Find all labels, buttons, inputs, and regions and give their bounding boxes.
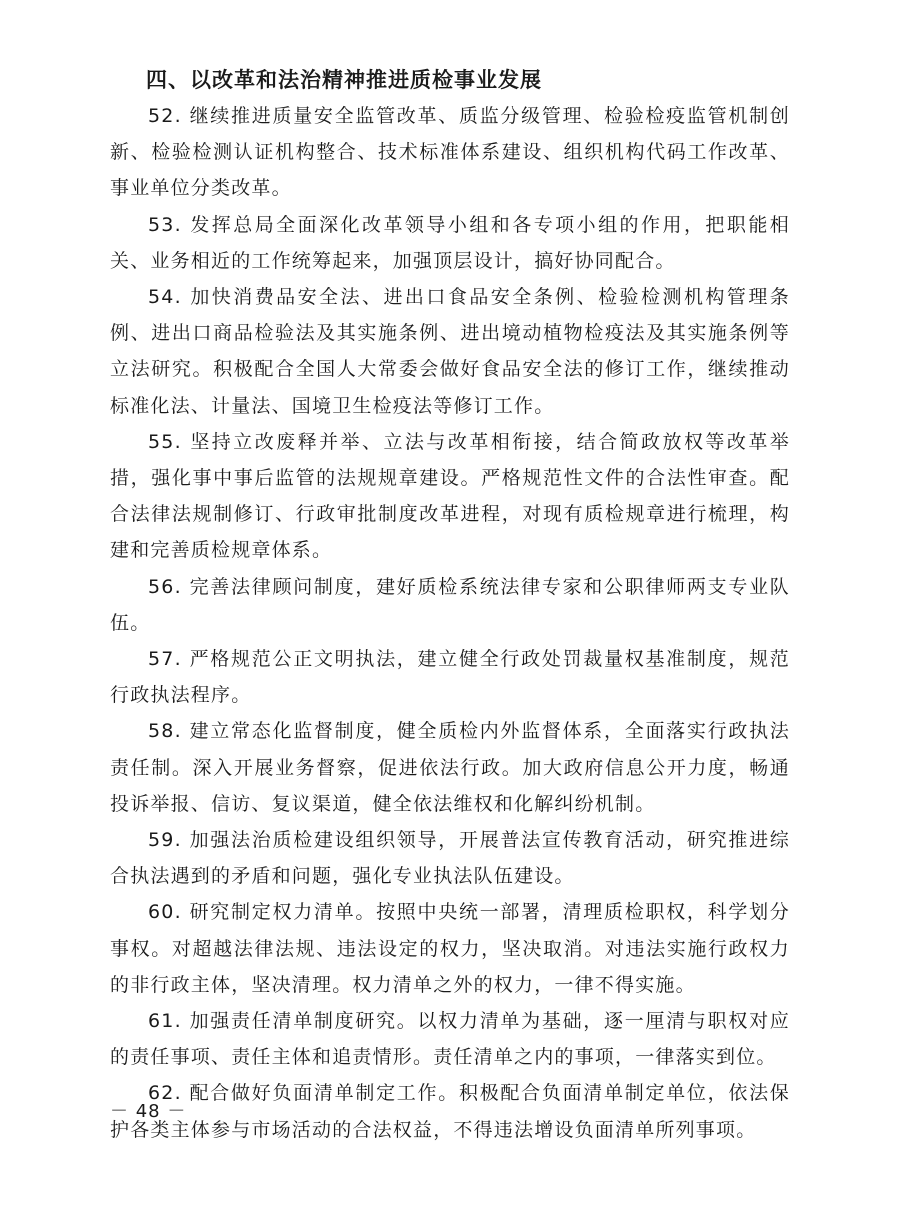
paragraph-56: 56. 完善法律顾问制度，建好质检系统法律专家和公职律师两支专业队伍。 [110, 575, 790, 634]
paragraph-53: 53. 发挥总局全面深化改革领导小组和各专项小组的作用，把职能相关、业务相近的工作统筹起来，加强顶层设计，搞好协同配合。 [110, 213, 790, 272]
paragraph-60: 60. 研究制定权力清单。按照中央统一部署，清理质检职权，科学划分事权。对超越法律法规、违法设定的权力，坚决取消。对违法实施行政权力的非行政主体，坚决清理。权力清单之外的权力，一律不得实施。 [110, 901, 790, 996]
paragraph-55: 55. 坚持立改废释并举、立法与改革相衔接，结合简政放权等改革举措，强化事中事后监管的法规规章建设。严格规范性文件的合法性审查。配合法律法规制修订、行政审批制度改革进程，对现有质检规章进行梳理，构建和完善质检规章体系。 [110, 430, 790, 562]
paragraph-59: 59. 加强法治质检建设组织领导，开展普法宣传教育活动，研究推进综合执法遇到的矛盾和问题，强化专业执法队伍建设。 [110, 829, 790, 888]
page-number: － 48 － [110, 1101, 187, 1122]
document-body [110, 62, 790, 1148]
paragraph-52: 52. 继续推进质量安全监管改革、质监分级管理、检验检疫监管机制创新、检验检测认证机构整合、技术标准体系建设、组织机构代码工作改革、事业单位分类改革。 [110, 105, 790, 200]
paragraph-58: 58. 建立常态化监督制度，健全质检内外监督体系，全面落实行政执法责任制。深入开展业务督察，促进依法行政。加大政府信息公开力度，畅通投诉举报、信访、复议渠道，健全依法维权和化解纠纷机制。 [110, 720, 790, 815]
paragraph-54: 54. 加快消费品安全法、进出口食品安全条例、检验检测机构管理条例、进出口商品检验法及其实施条例、进出境动植物检疫法及其实施条例等立法研究。积极配合全国人大常委会做好食品安全法的修订工作，继续推动标准化法、计量法、国境卫生检疫法等修订工作。 [110, 286, 790, 417]
paragraph-62: 62. 配合做好负面清单制定工作。积极配合负面清单制定单位，依法保护各类主体参与市场活动的合法权益，不得违法增设负面清单所列事项。 [110, 1082, 790, 1141]
paragraph-57: 57. 严格规范公正文明执法，建立健全行政处罚裁量权基准制度，规范行政执法程序。 [110, 648, 790, 707]
section-heading: 四、以改革和法治精神推进质检事业发展 [146, 68, 542, 92]
paragraph-61: 61. 加强责任清单制度研究。以权力清单为基础，逐一厘清与职权对应的责任事项、责任主体和追责情形。责任清单之内的事项，一律落实到位。 [110, 1010, 790, 1069]
